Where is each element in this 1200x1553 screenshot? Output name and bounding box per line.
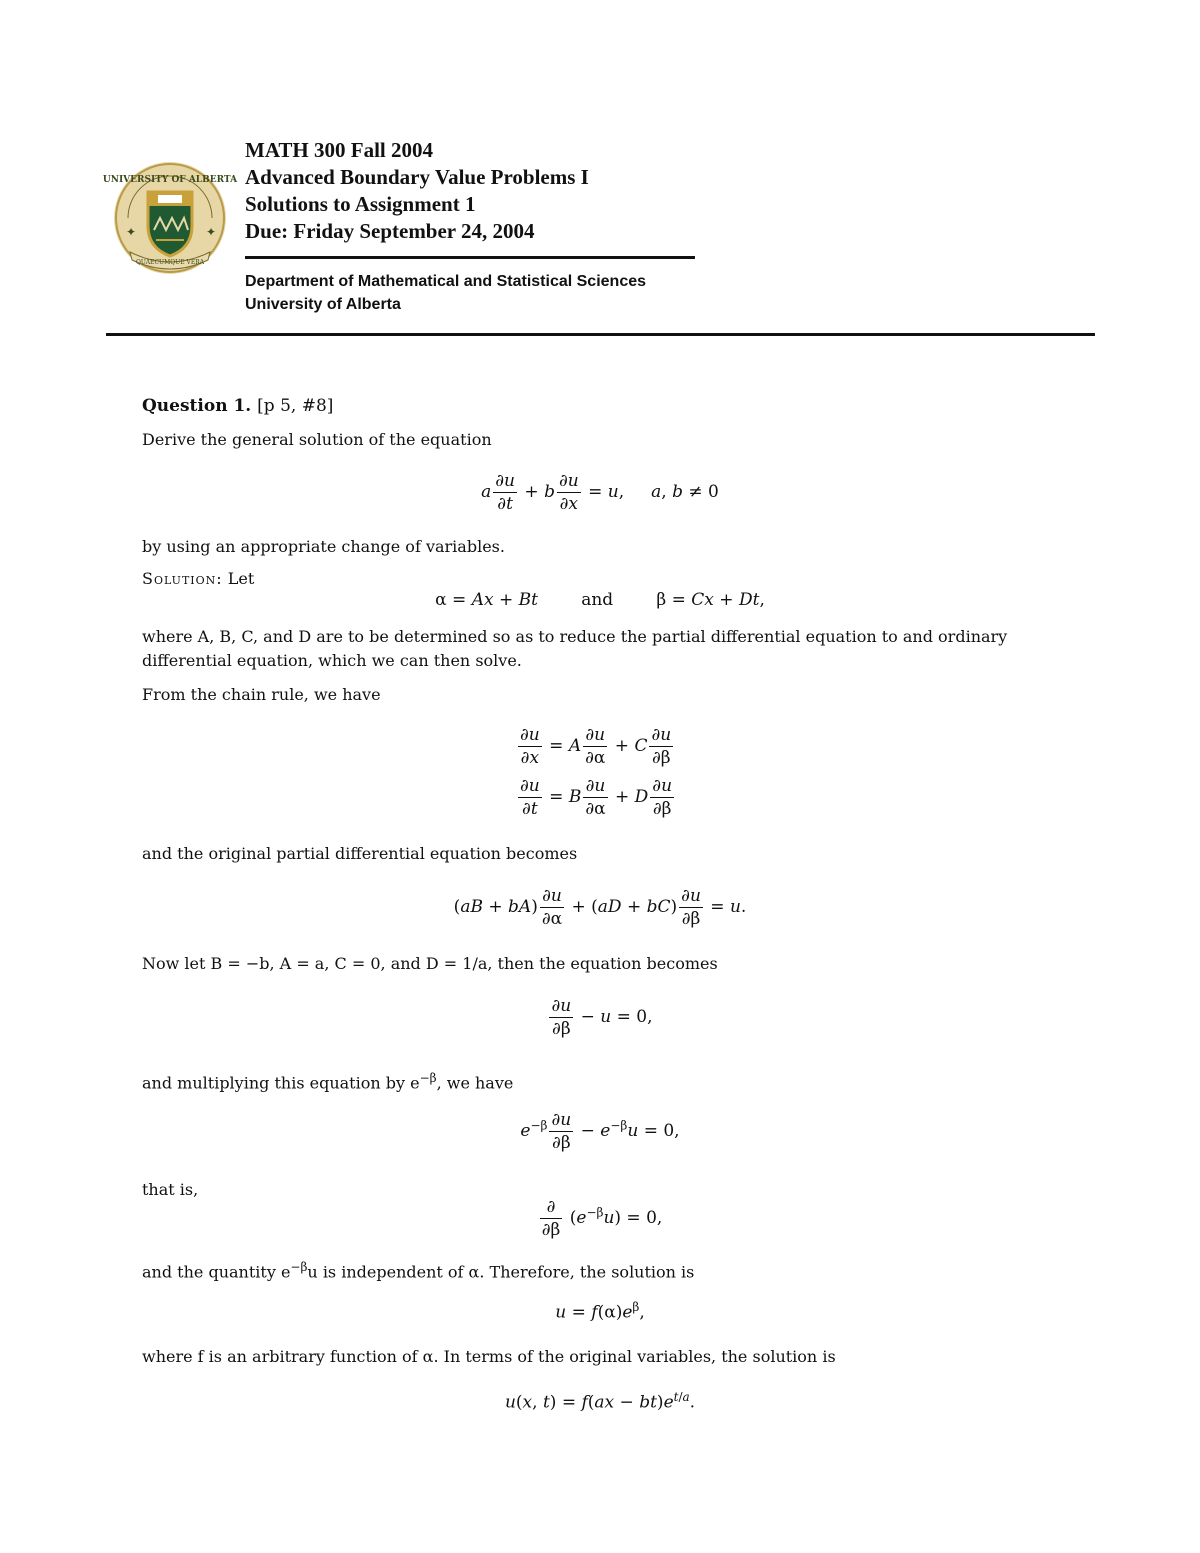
equation-final-solution: u(x, $t) = f(ax - bt)e^{t/a}$.: [504, 1390, 696, 1413]
multiplying-exponent: −β: [419, 1071, 437, 1085]
solution-let: Let: [227, 569, 255, 588]
svg-text:✦: ✦: [126, 225, 137, 239]
solution-intro: [142, 567, 254, 591]
where-text-line2: differential equation, which we can then solve.: [142, 651, 522, 670]
svg-text:UNIVERSITY OF ALBERTA: UNIVERSITY OF ALBERTA: [102, 175, 238, 185]
equation-du-dt: $\frac{\partial u}{\partial t}$ = B $\frac{\partial u}{\partial\alpha}$ + D $\frac{\partial u}{\partial\beta}$: [520, 776, 673, 819]
equation-multiplied: $e^{-\beta}$ $\frac{\partial u}{\partial\beta}$ − $e^{-\beta}u = 0$,: [520, 1110, 680, 1153]
department-name: Department of Mathematical and Statistical Sciences: [245, 273, 647, 290]
and-word: and: [581, 590, 614, 610]
question-prompt: Derive the general solution of the equation: [142, 430, 492, 449]
equation-total-derivative: $\frac{\partial}{\partial\beta}$ $(e^{-\beta}u) = 0$,: [541, 1197, 663, 1240]
where-text-line1: where A, B, C, and D are to be determined so as to reduce the partial differential equation to and ordinary: [142, 627, 1008, 646]
quantity-text: [142, 1255, 694, 1284]
equation-reduced: $\frac{\partial u}{\partial\beta}$ − u = 0,: [551, 996, 653, 1039]
university-name: University of Alberta: [245, 296, 401, 313]
svg-text:✦: ✦: [206, 225, 217, 239]
question-label: Question 1.: [142, 396, 252, 416]
multiplying-text: [142, 1066, 513, 1095]
question-method: by using an appropriate change of variables.: [142, 537, 505, 556]
quantity-text-b: u is independent of α. Therefore, the solution is: [307, 1262, 695, 1282]
question-heading: [142, 394, 333, 418]
solution-label: Solution:: [142, 569, 223, 588]
svg-text:QUAECUMQUE VERA: QUAECUMQUE VERA: [135, 259, 205, 266]
original-becomes-text: and the original partial differential equation becomes: [142, 844, 578, 863]
course-title: MATH 300 Fall 2004: [245, 138, 434, 162]
header-divider: [245, 256, 695, 259]
equation-du-dx: $\frac{\partial u}{\partial x}$ = A $\frac{\partial u}{\partial\alpha}$ + C $\frac{\partial u}{\partial\beta}$: [520, 725, 672, 768]
equation-solution-alpha-beta: $u = f(\alpha)e^\beta$,: [555, 1300, 645, 1323]
quantity-text-a: and the quantity e: [142, 1262, 291, 1282]
chain-rule-text: From the chain rule, we have: [142, 685, 381, 704]
now-let-text: Now let B = −b, A = a, C = 0, and D = 1/a, then the equation becomes: [142, 954, 718, 973]
where-f-text: where f is an arbitrary function of α. In terms of the original variables, the solution is: [142, 1347, 836, 1366]
quantity-exponent: −β: [290, 1260, 308, 1274]
course-subtitle: Advanced Boundary Value Problems I: [245, 165, 589, 189]
equation-change-of-variables: α = Ax + Bt and β = Cx + Dt,: [435, 590, 765, 610]
page-divider: [106, 333, 1095, 336]
multiplying-text-a: and multiplying this equation by e: [142, 1073, 420, 1093]
multiplying-text-b: , we have: [436, 1073, 514, 1093]
university-seal-logo: [102, 160, 238, 276]
document-title: Solutions to Assignment 1: [245, 192, 476, 216]
due-date: Due: Friday September 24, 2004: [245, 219, 535, 243]
equation-pde: a $\frac{\partial u}{\partial t}$ + b $\frac{\partial u}{\partial x}$ = u, a, b ≠ 0: [481, 471, 719, 514]
question-reference: [p 5, #8]: [257, 396, 334, 416]
that-is-text: that is,: [142, 1180, 199, 1199]
equation-transformed: (aB + bA) $\frac{\partial u}{\partial\alpha}$ + (aD + bC) $\frac{\partial u}{\partial\beta}$ = u.: [453, 886, 747, 929]
